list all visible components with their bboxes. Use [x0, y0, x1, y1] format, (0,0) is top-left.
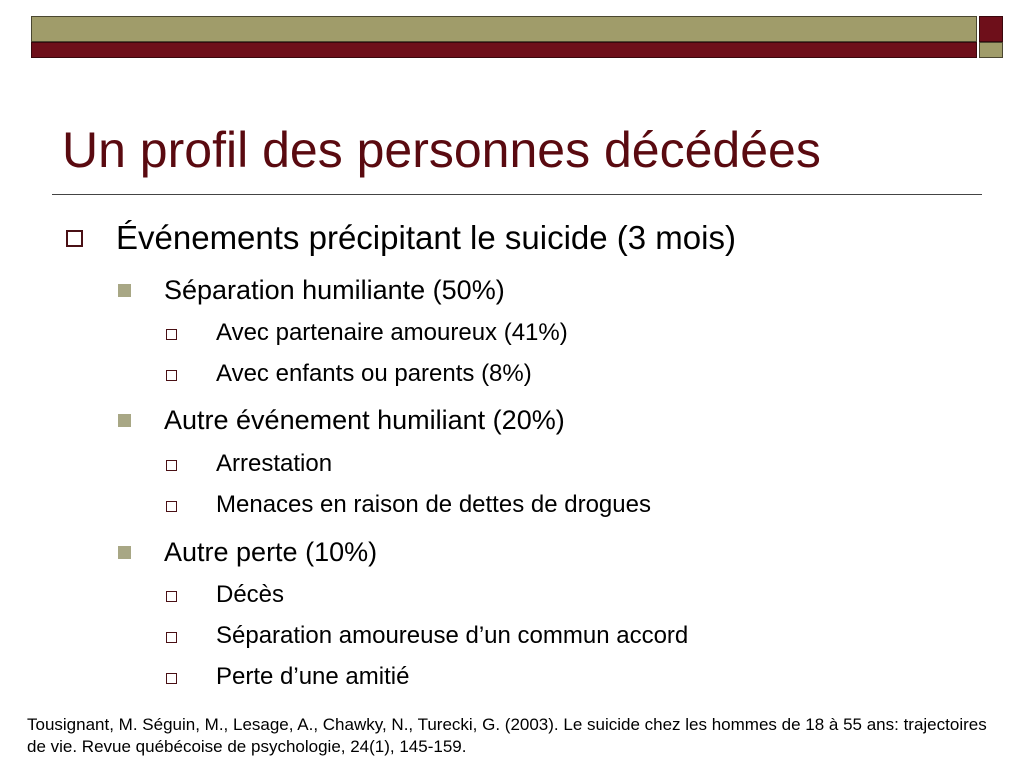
group-1-item-2: Avec enfants ou parents (8%)	[216, 360, 532, 387]
hollow-square-bullet-icon	[166, 370, 177, 381]
group-2-item-1: Arrestation	[216, 450, 333, 477]
hollow-square-bullet-icon	[166, 501, 177, 512]
hollow-square-bullet-icon	[166, 673, 177, 684]
group-2-item-2: Menaces en raison de dettes de drogues	[216, 491, 651, 518]
group-3-item-1: Décès	[216, 581, 285, 608]
header-square-olive	[979, 42, 1003, 58]
header-square-red	[979, 16, 1003, 42]
filled-square-bullet-icon	[118, 546, 131, 559]
header-banner-olive	[31, 16, 977, 42]
slide-title: Un profil des personnes décédées	[62, 122, 821, 178]
group-3-item-2: Séparation amoureuse d’un commun accord	[216, 622, 689, 649]
hollow-square-bullet-icon	[166, 591, 177, 602]
title-divider	[52, 194, 982, 195]
group-3-item-3: Perte d’une amitié	[216, 663, 410, 690]
hollow-square-bullet-icon	[66, 230, 83, 247]
group-label-1: Séparation humiliante (50%)	[164, 275, 505, 305]
reference-footnote: Tousignant, M. Séguin, M., Lesage, A., Chawky, N., Turecki, G. (2003). Le suicide chez les hommes de 18 à 55 ans: trajectoires de vie. Revue québécoise de psychologie, 24(1), 145-159.	[27, 715, 987, 756]
group-1-item-1: Avec partenaire amoureux (41%)	[216, 319, 568, 346]
filled-square-bullet-icon	[118, 284, 131, 297]
filled-square-bullet-icon	[118, 414, 131, 427]
hollow-square-bullet-icon	[166, 460, 177, 471]
group-label-2: Autre événement humiliant (20%)	[164, 405, 565, 435]
hollow-square-bullet-icon	[166, 329, 177, 340]
hollow-square-bullet-icon	[166, 632, 177, 643]
header-banner-red	[31, 42, 977, 58]
group-label-3: Autre perte (10%)	[164, 537, 378, 567]
bullet-heading: Événements précipitant le suicide (3 mois)	[116, 219, 736, 256]
